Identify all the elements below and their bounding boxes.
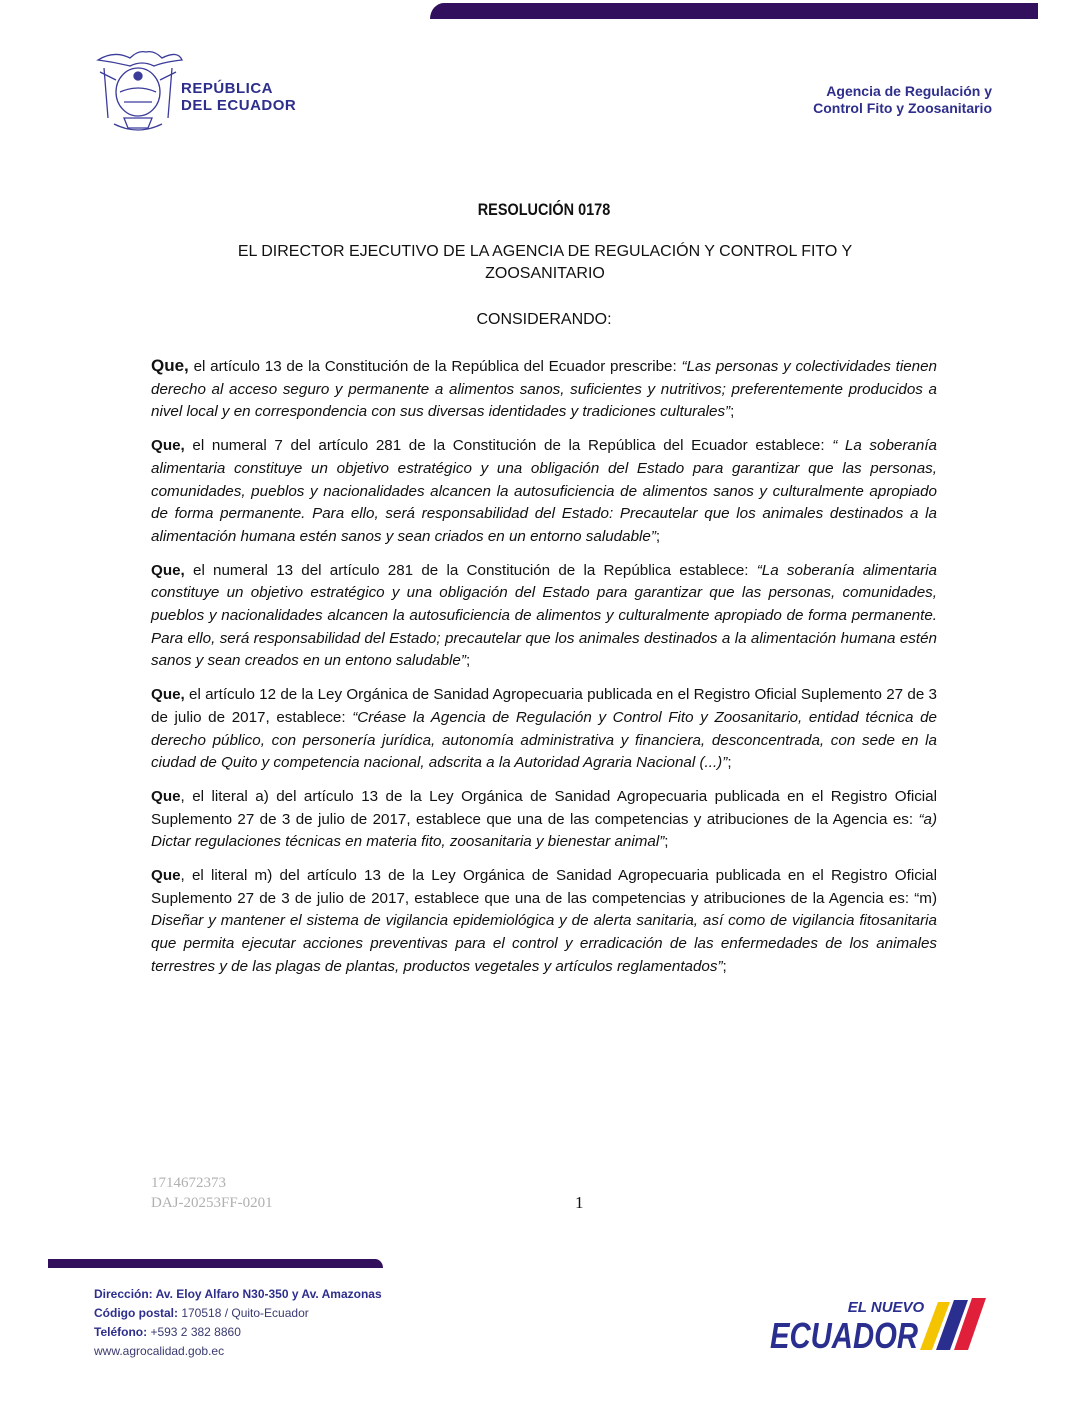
paragraph-text: , el literal m) del artículo 13 de la Ley Orgánica de Sanidad Agropecuaria publicada en el Registro Oficial Suplemento 27 de 3 de julio de 2017, establece que una de las competencias y atribuciones de la Agencia es: “m) [151,867,937,907]
paragraph-lead: Que, [151,356,189,375]
paragraph [151,435,937,549]
address-label: Dirección: [94,1287,153,1301]
footer-postal [94,1304,382,1323]
paragraph [151,865,937,979]
reference-code: DAJ-20253FF-0201 [151,1195,273,1211]
paragraph-end: ; [730,403,735,421]
logo-line-1: REPÚBLICA [181,80,274,97]
brand-logo-line-2: ECUADOR [770,1315,918,1354]
el-nuevo-ecuador-logo [768,1292,998,1354]
phone-label: Teléfono: [94,1325,148,1339]
paragraph-lead: Que, [151,437,185,455]
logo-line-2: DEL ECUADOR [181,97,297,114]
footer-address [94,1285,382,1304]
paragraph-lead: Que [151,867,181,885]
paragraph-quote: “a) Dictar regulaciones técnicas en materia fito, zoosanitaria y bienestar animal” [151,810,937,851]
footer-bar [48,1259,383,1268]
paragraph-end: ; [664,833,669,851]
paragraph-text: el artículo 12 de la Ley Orgánica de Sanidad Agropecuaria publicada en el Registro Oficial Suplemento 27 de 3 de julio de 2017, establece: [151,686,937,726]
footer-contact [94,1285,382,1361]
id-number: 1714672373 [151,1175,226,1191]
agency-line-1: Agencia de Regulación y [826,83,992,99]
paragraph-end: ; [722,957,727,975]
paragraph [151,355,937,424]
paragraph-end: ; [465,652,471,670]
paragraph-lead: Que, [151,686,185,704]
paragraph-quote: “Las personas y colectividades tienen derecho al acceso seguro y permanente a alimentos sanos, suficientes y nutritivos; preferentemente producidos a nivel local y en correspondencia con sus diversas identidades y tradiciones culturales” [151,358,938,421]
section-heading: CONSIDERANDO: [476,311,612,328]
republica-logo-text [181,80,296,114]
paragraph [151,684,937,775]
paragraph-text: el numeral 7 del artículo 281 de la Constitución de la República del Ecuador establece: [184,437,833,455]
footer-phone [94,1323,382,1342]
website-link[interactable]: www.agrocalidad.gob.ec [94,1344,225,1358]
paragraph-quote: “ La soberanía alimentaria constituye un objetivo estratégico y una obligación del Estado para garantizar que las personas, comunidades, pueblos y nacionalidades alcancen la autosuficiencia de alimentos sanos y culturalmente apropiado de forma permanente. Para ello, será responsabilidad del Estado: Precautelar que los animales destinados a la alimentación humana estén sanos y sean criados en un entorno saludable” [151,437,937,545]
brand-logo-line-1: EL NUEVO [847,1299,925,1316]
paragraph-quote: “La soberanía alimentaria constituye un objetivo estratégico y una obligación del Estado para garantizar que las personas, comunidades, pueblos y nacionalidades alcancen la autosuficiencia de alimentos y culturalmente apropiado de forma permanente. Para ello, será responsabilidad del Estado; precautelar que los animales destinados a la alimentación humana estén sanos y sean creados en un entono saludable” [151,561,937,670]
agency-line-2: Control Fito y Zoosanitario [813,100,992,116]
paragraph-lead: Que [151,787,181,805]
paragraph-end: ; [727,754,732,772]
paragraph-end: ; [655,527,661,545]
paragraph [151,786,937,854]
paragraph-text: , el literal a) del artículo 13 de la Ley Orgánica de Sanidad Agropecuaria publicada en el Registro Oficial Suplemento 27 de 3 de julio de 2017, establece que una de las competencias y atribuciones de la Agencia es: [151,787,937,828]
agency-name [813,83,992,117]
paragraph-text: el numeral 13 del artículo 281 de la Constitución de la República establece: [184,561,757,579]
paragraph-lead: Que, [151,561,185,579]
postal-value: 170518 / Quito-Ecuador [178,1306,309,1320]
document-body [151,355,937,990]
phone-value: +593 2 382 8860 [147,1325,241,1339]
document-title: RESOLUCIÓN 0178 [477,200,611,219]
paragraph [151,560,937,674]
paragraph-text: el artículo 13 de la Constitución de la República del Ecuador prescribe: [188,358,682,375]
paragraph-quote: Diseñar y mantener el sistema de vigilancia epidemiológica y de alerta sanitaria, así como de vigilancia fitosanitaria que permita ejecutar acciones preventivas para el control y erradicación de las enfermedades de los animales terrestres y de las plagas de plantas, productos vegetales y artículos reglamentados” [151,912,937,975]
paragraph-quote: “Créase la Agencia de Regulación y Control Fito y Zoosanitario, entidad técnica de derecho público, con personería jurídica, autonomía administrativa y financiera, desconcentrada, con sede en la ciudad de Quito y competencia nacional, adscrita a la Autoridad Agraria Nacional (...)” [151,708,938,772]
document-meta [151,1173,273,1213]
postal-label: Código postal: [94,1306,178,1320]
address-value: Av. Eloy Alfaro N30-350 y Av. Amazonas [152,1287,382,1301]
page-number: 1 [575,1193,584,1212]
header-bar [430,3,1038,19]
document-subtitle: EL DIRECTOR EJECUTIVO DE LA AGENCIA DE REGULACIÓN Y CONTROL FITO Y ZOOSANITARIO [237,243,853,282]
